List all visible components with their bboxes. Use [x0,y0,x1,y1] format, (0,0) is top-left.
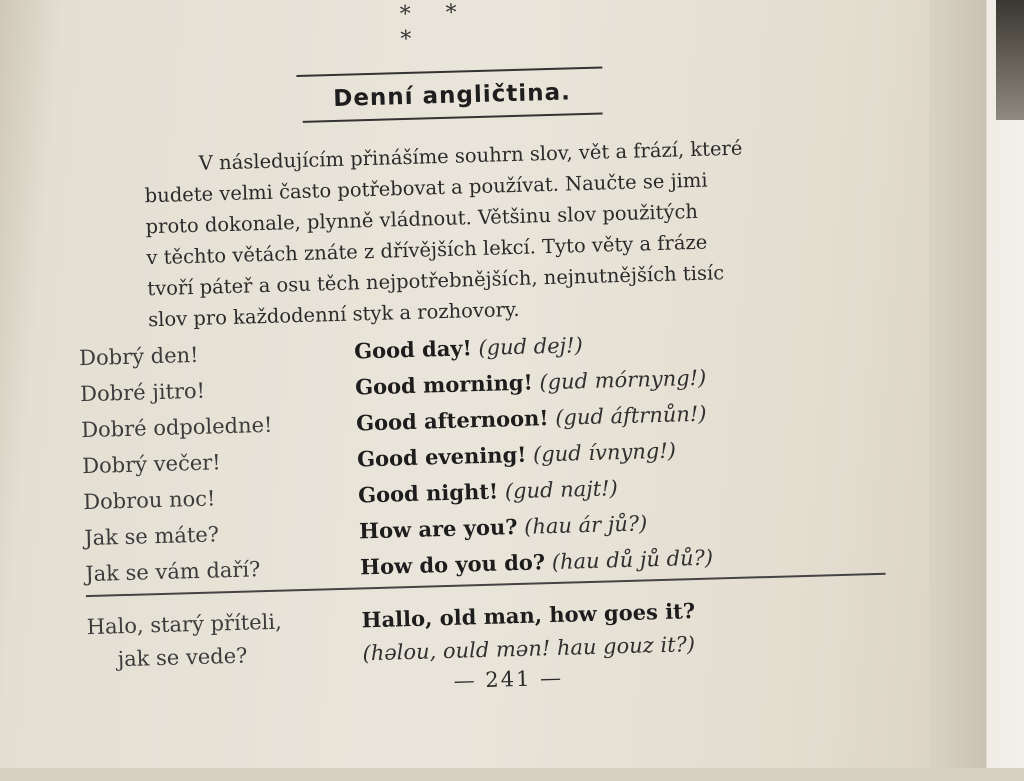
section-asterisks: * * * [399,0,472,53]
page-title: Denní angličtina. [332,79,572,112]
czech-phrase: Dobré odpoledne! [80,412,273,443]
pronunciation: (gud áftrnůn!) [554,401,707,430]
intro-line: tvoří páteř a osu těch nejpotřebnějších, nejnutnějších tisíc [147,261,725,301]
czech-phrase: Dobrý večer! [81,450,221,479]
pronunciation: (gud dej!) [478,333,584,361]
intro-line: slov pro každodenní styk a rozhovory. [147,297,520,332]
intro-line: budete velmi často potřebovat a používat. Naučte se jimi [144,168,708,208]
intro-line: proto dokonale, plynně vládnout. Většinu slov použitých [145,199,699,239]
english-text: Good night! [357,478,499,508]
pronunciation: (gud mórnyng!) [539,365,707,395]
pronunciation: (hau dů jů dů?) [551,545,714,575]
czech-phrase [86,606,283,677]
english-text: Good afternoon! [355,405,549,436]
english-text: How do you do? [359,549,546,580]
czech-phrase: Dobré jitro! [79,378,206,407]
pronunciation: (hau ár jů?) [523,511,648,539]
pronunciation: (gud najt!) [504,476,619,504]
title-bottom-rule [303,112,603,122]
intro-paragraph [143,130,848,335]
phrase-list [79,323,906,598]
title-top-rule [296,66,602,77]
czech-phrase: Dobrý den! [78,342,199,371]
english-text: Hallo, old man, how goes it? [361,598,696,633]
english-text: How are you? [358,514,518,544]
czech-line: jak se vede? [117,643,248,672]
page-number: — 241 — [453,665,564,693]
english-phrase [354,332,583,363]
intro-line: V následujícím přinášíme souhrn slov, vět a frází, které [198,136,743,175]
pronunciation: (gud ívnyng!) [532,438,677,467]
english-text: Good evening! [356,441,527,472]
pronunciation: (həlou, ould mən! hau gouz it?) [362,632,696,666]
czech-phrase: Jak se vám daří? [84,557,261,587]
intro-line: v těchto větách znáte z dřívějších lekcí. Tyto věty a fráze [146,230,708,270]
english-phrase [361,594,696,670]
czech-phrase: Jak se máte? [83,522,220,551]
czech-line: Halo, starý příteli, [86,609,283,640]
czech-phrase: Dobrou noc! [82,486,216,515]
english-text: Good morning! [354,369,534,400]
english-text: Good day! [353,335,473,364]
